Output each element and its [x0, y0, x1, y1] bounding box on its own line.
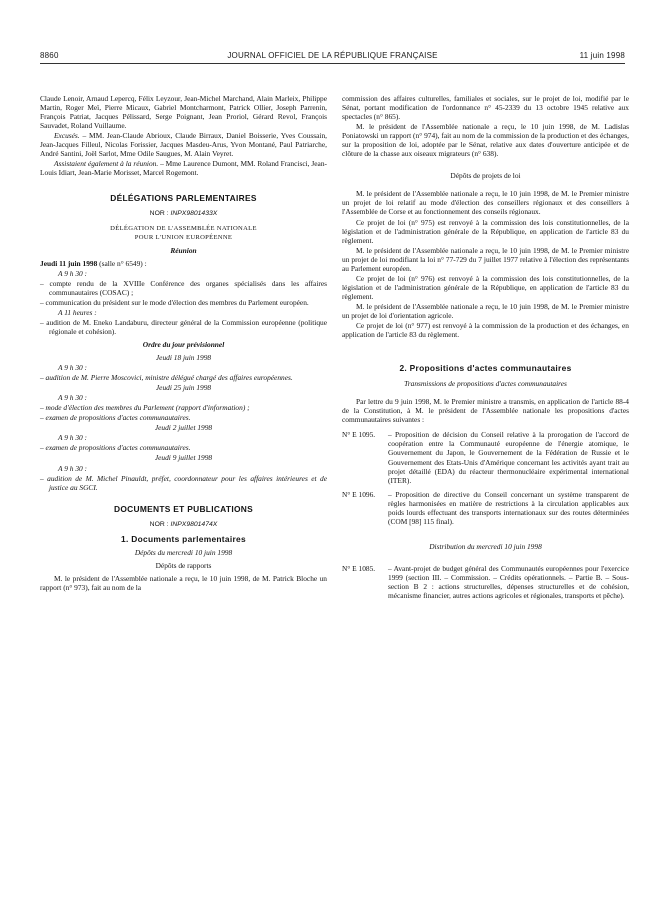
documents-parlementaires-heading: 1. Documents parlementaires	[121, 533, 246, 544]
agenda-date: Jeudi 2 juillet 1998	[154, 423, 213, 433]
agenda-item: – audition de M. Michel Pinauldt, préfet, coordonnateur pour les affaires intérieures et de justice au SGCI.	[40, 473, 327, 492]
agenda-item: – mode d'élection des membres du Parlement (rapport d'information) ;	[40, 403, 250, 413]
acte-item	[342, 430, 629, 484]
acte-text: – Avant-projet de budget général des Communautés européennes pour l'exercice 1999 (section III. – Commission. – Crédits opérationnels. – Partie B. – Sous-section B 2 : actions structurelles, dépenses structurelles et de cohésion, mécanisme financier, autres actions agricoles et régionales, transports et pêche).	[388, 563, 629, 601]
depots-date: Dépôts du mercredi 10 juin 1998	[134, 547, 233, 557]
assistaient-text: – Mme Laurence Dumont, MM. Roland Francisci, Jean-Louis Idiart, Jean-Marie Morisset, Marcel Rogemont.	[40, 159, 327, 178]
nor-reference-2	[40, 520, 327, 529]
meeting-room: (salle n° 6549) :	[97, 258, 147, 268]
propositions-heading: 2. Propositions d'actes communautaires	[399, 363, 572, 374]
transmission-paragraph: Par lettre du 9 juin 1998, M. le Premier ministre a transmis, en application de l'article 88-4 de la Constitution, à M. le président de l'Assemblée nationale les propositions d'actes communautaires suivantes :	[342, 397, 629, 425]
acte-item	[342, 490, 629, 526]
delegation-title-1: DÉLÉGATION DE L'ASSEMBLÉE NATIONALE	[110, 224, 257, 232]
delegations-heading: DÉLÉGATIONS PARLEMENTAIRES	[110, 193, 257, 204]
agenda-item: – examen de propositions d'actes communautaires.	[40, 443, 191, 453]
reunion-heading: Réunion	[170, 245, 197, 255]
page-number: 8860	[40, 51, 59, 60]
documents-heading: DOCUMENTS ET PUBLICATIONS	[113, 503, 254, 514]
acte-number: N° E 1085.	[342, 563, 376, 573]
transmissions-heading: Transmissions de propositions d'actes communautaires	[404, 379, 567, 389]
acte-text: – Proposition de décision du Conseil relative à la prorogation de l'accord de coopération entre la Communauté européenne de l'énergie atomique, le Gouvernement du Japon, le Gouvernement de la Fédération de Russie et le Gouvernement des Etats-Unis d'Amérique concernant les activités ayant trait au projet détaillé (EDA) du réacteur thermonucléaire expérimental international (ITER).	[388, 430, 629, 485]
journal-title: JOURNAL OFFICIEL DE LA RÉPUBLIQUE FRANÇAISE	[227, 51, 438, 60]
members-list: Claude Lenoir, Arnaud Lepercq, Félix Leyzour, Jean-Michel Marchand, Alain Marleix, Philippe Martin, Roger Meï, Pierre Micaux, Gabriel Montcharmont, Patrick Ollier, Joseph Parrenin, François Patriat, Jacques Pélissard, Serge Poignant, Jean Proriol, Gérard Revol, François Sauvadet, Roland Vuillaume.	[40, 94, 327, 131]
agenda-item: – communication du président sur le mode d'élection des membres du Parlement européen.	[40, 297, 309, 307]
acte-number: N° E 1095.	[342, 430, 376, 440]
issue-date: 11 juin 1998	[579, 51, 625, 60]
depots-projets-heading: Dépôts de projets de loi	[450, 171, 521, 181]
acte-text: – Proposition de directive du Conseil concernant un système transparent de règles harmonisées en matière de restrictions à la circulation applicables aux poids lourds effectuant des transports internationaux sur des routes déterminées (COM [98] 115 final).	[388, 489, 629, 526]
page-header	[40, 51, 625, 60]
time-slot: A 9 h 30 :	[58, 363, 88, 373]
agenda-date: Jeudi 18 juin 1998	[155, 352, 212, 362]
time-slot: A 9 h 30 :	[58, 393, 88, 403]
projet-paragraph: M. le président de l'Assemblée nationale a reçu, le 10 juin 1998, de M. le Premier ministre un projet de loi modifiant la loi n° 77-729 du 7 juillet 1977 relative à l'élection des représentants au Parlement européen.	[342, 245, 629, 273]
projet-paragraph: Ce projet de loi (n° 977) est renvoyé à la commission de la production et des échanges, en application de l'article 83 du règlement.	[342, 321, 629, 340]
rapport-paragraph: M. le président de l'Assemblée nationale a reçu, le 10 juin 1998, de M. Ladislas Poniatowski un rapport (n° 974), fait au nom de la commission de la production et des échanges, sur la proposition de loi, adoptée par le Sénat, relative aux dates d'ouverture anticipée et de clôture de la chasse aux oiseaux migrateurs (n° 638).	[342, 122, 629, 159]
agenda-date: Jeudi 25 juin 1998	[155, 383, 212, 393]
nor-label: NOR :	[149, 520, 171, 528]
header-rule	[40, 63, 625, 64]
excuses-paragraph	[40, 131, 327, 158]
rapport-paragraph: M. le président de l'Assemblée nationale a reçu, le 10 juin 1998, de M. Patrick Bloche un rapport (n° 973), fait au nom de la	[40, 573, 327, 592]
agenda-item: – audition de M. Pierre Moscovici, ministre délégué chargé des affaires européennes.	[40, 373, 293, 383]
agenda-item: – examen de propositions d'actes communautaires.	[40, 413, 191, 423]
agenda-item: – audition de M. Eneko Landaburu, directeur général de la Commission européenne (politique régionale et cohésion).	[40, 317, 327, 336]
depots-rapports-heading: Dépôts de rapports	[155, 560, 212, 570]
time-slot: A 9 h 30 :	[58, 463, 88, 473]
ordre-du-jour-heading: Ordre du jour prévisionnel	[142, 339, 225, 349]
projet-paragraph: Ce projet de loi (n° 976) est renvoyé à la commission des lois constitutionnelles, de la législation et de l'administration générale de la République, en application de l'article 83 du règlement.	[342, 273, 629, 301]
right-column	[342, 94, 629, 600]
nor-code: INPX9801433X	[170, 210, 218, 218]
meeting-date	[40, 259, 327, 268]
excuses-text: – MM. Jean-Claude Abrioux, Claude Birraux, Daniel Boisserie, Yves Coussain, Jean-Jacques Filleul, Nicolas Forissier, Jacques Masdeu-Arus, Yvon Montané, Paul Patriarche, André Santini, Joël Sarlot, Mme Odile Saugues, M. Alain Veyret.	[40, 131, 327, 159]
time-slot: A 9 h 30 :	[58, 433, 88, 443]
time-slot: A 9 h 30 :	[58, 268, 88, 278]
assistaient-label: Assistaient également à la réunion.	[54, 159, 159, 169]
time-slot: A 11 heures :	[58, 307, 97, 317]
rapport-continuation: commission des affaires culturelles, familiales et sociales, sur le projet de loi, modifié par le Sénat, portant modification de l'ordonnance n° 45-2339 du 13 octobre 1945 relative aux spectacles (n° 865).	[342, 94, 629, 122]
projet-paragraph: M. le président de l'Assemblée nationale a reçu, le 10 juin 1998, de M. le Premier ministre un projet de loi relatif au mode d'élection des conseillers régionaux et des conseillers à l'Assemblée de Corse et au fonctionnement des conseils régionaux.	[342, 189, 629, 217]
nor-reference-1	[40, 209, 327, 218]
projet-paragraph: Ce projet de loi (n° 975) est renvoyé à la commission des lois constitutionnelles, de la législation et de l'administration générale de la République, en application de l'article 83 du règlement.	[342, 217, 629, 245]
assistaient-paragraph	[40, 159, 327, 177]
left-column	[40, 94, 327, 593]
acte-number: N° E 1096.	[342, 489, 376, 499]
delegation-title-2: POUR L'UNION EUROPÉENNE	[134, 233, 233, 241]
meeting-date-bold: Jeudi 11 juin 1998	[40, 258, 98, 268]
acte-item	[342, 564, 629, 600]
agenda-item: – compte rendu de la XVIIIe Conférence des organes spécialisés dans les affaires communautaires (COSAC) ;	[40, 278, 327, 297]
projet-paragraph: M. le président de l'Assemblée nationale a reçu, le 10 juin 1998, de M. le Premier ministre un projet de loi d'orientation agricole.	[342, 301, 629, 320]
excuses-label: Excusés.	[54, 131, 80, 141]
agenda-date: Jeudi 9 juillet 1998	[154, 453, 213, 463]
distribution-heading: Distribution du mercredi 10 juin 1998	[429, 541, 542, 551]
nor-code: INPX9801474X	[170, 520, 218, 528]
nor-label: NOR :	[149, 210, 171, 218]
